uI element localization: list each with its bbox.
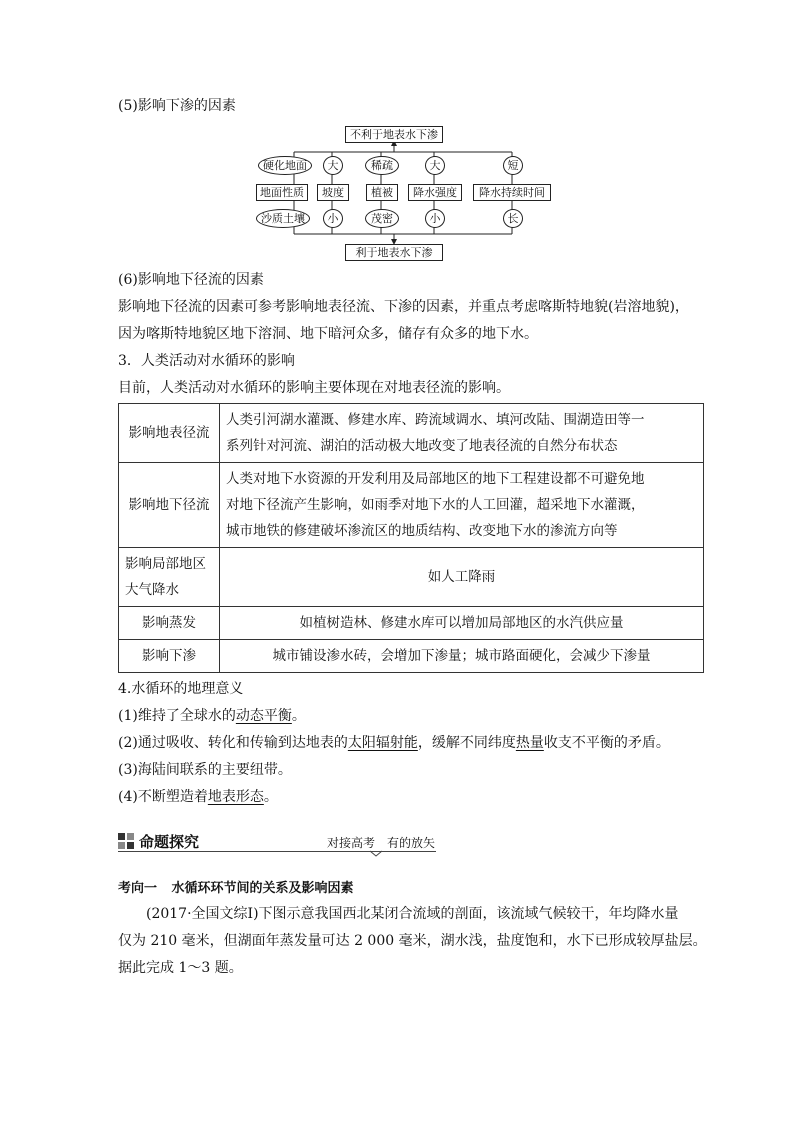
para-6-line1: 影响地下径流的因素可参考影响地表径流、下渗的因素，并重点考虑喀斯特地貌(岩溶地貌)， xyxy=(118,299,689,315)
significance-2 xyxy=(118,733,670,753)
sig4-pre: (4)不断塑造着 xyxy=(118,789,208,805)
kaoxiang-heading xyxy=(118,877,354,896)
para-6-line2: 因为喀斯特地貌区地下溶洞、地下暗河众多，储存有众多的地下水。 xyxy=(118,326,538,342)
row-line: 系列针对河流、湖泊的活动极大地改变了地表径流的自然分布状态 xyxy=(226,438,618,454)
diagram-col2-factor: 坡度 xyxy=(317,184,349,201)
row-line: 人类对地下水资源的开发利用及局部地区的地下工程建设都不可避免地 xyxy=(226,471,645,487)
intro-3: 目前，人类活动对水循环的影响主要体现在对地表径流的影响。 xyxy=(118,380,510,396)
sig2-post: 收支不平衡的矛盾。 xyxy=(543,735,670,751)
row-head: 影响地表径流 xyxy=(119,404,220,463)
diagram-col5-bottom: 长 xyxy=(503,209,523,228)
table-row xyxy=(119,607,704,640)
row-head-line: 影响局部地区 xyxy=(125,556,206,572)
sig4-underline: 地表形态 xyxy=(207,789,264,805)
row-line: 对地下径流产生影响，如雨季对地下水的人工回灌，超采地下水灌溉， xyxy=(226,497,645,513)
kaoxiang-label: 考向一 xyxy=(118,881,158,896)
row-head: 影响蒸发 xyxy=(119,607,220,640)
sig2-mid: ，缓解不同纬度 xyxy=(417,735,516,751)
significance-4 xyxy=(118,787,278,807)
row-content: 如植树造林、修建水库可以增加局部地区的水汽供应量 xyxy=(220,607,704,640)
row-head: 影响下渗 xyxy=(119,640,220,673)
row-line: 城市地铁的修建破坏渗流区的地质结构、改变地下水的渗流方向等 xyxy=(226,523,618,539)
section-title: 命题探究 xyxy=(139,833,200,851)
diagram-col1-factor: 地面性质 xyxy=(256,184,308,201)
heading-5: (5)影响下渗的因素 xyxy=(118,98,236,114)
table-row xyxy=(119,548,704,607)
section-icon xyxy=(118,833,134,849)
heading-6: (6)影响地下径流的因素 xyxy=(118,272,264,288)
diagram-col4-bottom: 小 xyxy=(425,209,445,228)
table-row xyxy=(119,463,704,548)
row-head xyxy=(119,548,220,607)
table-row xyxy=(119,640,704,673)
diagram-col5-top: 短 xyxy=(503,156,523,175)
diagram-col2-top: 大 xyxy=(323,156,343,175)
heading-3: 3．人类活动对水循环的影响 xyxy=(118,353,295,369)
diagram-top-label: 不利于地表水下渗 xyxy=(345,126,443,143)
sig2-pre: (2)通过吸收、转化和传输到达地表的 xyxy=(118,735,348,751)
table-row xyxy=(119,404,704,463)
row-head: 影响地下径流 xyxy=(119,463,220,548)
section-divider xyxy=(118,851,436,852)
question-line1: (2017·全国文综Ⅰ)下图示意我国西北某闭合流域的剖面，该流域气候较干，年均降水量 xyxy=(146,906,679,922)
row-content xyxy=(220,463,704,548)
question-line2: 仅为 210 毫米，但湖面年蒸发量可达 2 000 毫米，湖水浅，盐度饱和，水下已形成较厚盐层。 xyxy=(118,933,707,949)
diagram-col1-top: 硬化地面 xyxy=(258,156,312,175)
diagram-bottom-label: 利于地表水下渗 xyxy=(345,244,443,261)
heading-4: 4.水循环的地理意义 xyxy=(118,681,244,697)
significance-1 xyxy=(118,706,306,726)
question-line3: 据此完成 1～3 题。 xyxy=(118,960,243,976)
sig1-pre: (1)维持了全球水的 xyxy=(118,708,236,724)
diagram-col3-bottom: 茂密 xyxy=(365,209,399,228)
section-divider-notch xyxy=(370,850,382,857)
row-head-line: 大气降水 xyxy=(125,582,179,598)
diagram-col2-bottom: 小 xyxy=(323,209,343,228)
diagram-col3-top: 稀疏 xyxy=(365,156,399,175)
row-content xyxy=(220,404,704,463)
sig2-underline-1: 太阳辐射能 xyxy=(347,735,418,751)
diagram-col1-bottom: 沙质土壤 xyxy=(256,209,310,228)
diagram-col3-factor: 植被 xyxy=(366,184,398,201)
diagram-col4-factor: 降水强度 xyxy=(408,184,462,201)
row-content: 城市铺设渗水砖，会增加下渗量；城市路面硬化，会减少下渗量 xyxy=(220,640,704,673)
diagram-col5-factor: 降水持续时间 xyxy=(473,184,551,201)
human-impact-table xyxy=(118,403,704,673)
diagram-col4-top: 大 xyxy=(425,156,445,175)
sig1-underline: 动态平衡 xyxy=(235,708,292,724)
section-tag: 对接高考 有的放矢 xyxy=(327,836,436,850)
kaoxiang-title: 水循环环节间的关系及影响因素 xyxy=(171,881,354,896)
sig1-post: 。 xyxy=(291,708,306,724)
sig2-underline-2: 热量 xyxy=(515,735,544,751)
row-line: 人类引河湖水灌溉、修建水库、跨流域调水、填河改陆、围湖造田等一 xyxy=(226,412,645,428)
sig4-post: 。 xyxy=(263,789,278,805)
significance-3: (3)海陆间联系的主要纽带。 xyxy=(118,762,292,778)
infiltration-diagram xyxy=(0,0,794,270)
row-content: 如人工降雨 xyxy=(220,548,704,607)
